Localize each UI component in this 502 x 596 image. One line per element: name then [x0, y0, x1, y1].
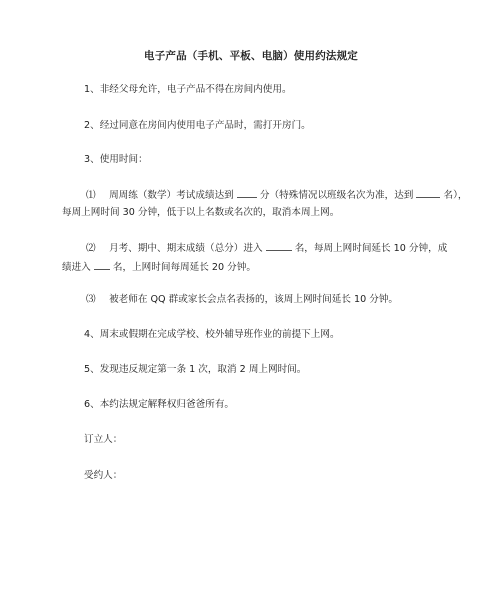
sub-1-text-b: 分（特殊情况以班级名次为准，达到 — [259, 190, 414, 201]
sub-2-text-a: 月考、期中、期末成绩（总分）进入 — [109, 243, 263, 254]
rule-3-heading: 3、使用时间： — [84, 154, 148, 165]
rule-3-sub-2-line-1 — [86, 240, 447, 256]
rule-3-sub-1-line-1 — [86, 187, 468, 203]
score-blank[interactable] — [237, 187, 257, 198]
sub-3-number: ⑶ — [86, 294, 96, 305]
sub-1-text-c: 名）， — [443, 190, 468, 201]
sub-1-text-a: 周周练（数学）考试成绩达到 — [109, 190, 234, 201]
total-rank-blank-1[interactable] — [266, 240, 292, 251]
sub-2-text-d: 名，上网时间每周延长 20 分钟。 — [112, 262, 256, 273]
signature-maker-label: 订立人： — [84, 434, 123, 445]
rule-3-sub-1-line-2: 每周上网时间 30 分钟，低于以上名数或名次的，取消本周上网。 — [62, 207, 340, 218]
rank-blank[interactable] — [416, 187, 440, 198]
sub-2-number: ⑵ — [86, 243, 96, 254]
rule-4: 4、周末或假期在完成学校、校外辅导班作业的前提下上网。 — [84, 329, 340, 340]
document-title: 电子产品（手机、平板、电脑）使用约法规定 — [144, 50, 358, 62]
total-rank-blank-2[interactable] — [94, 259, 110, 270]
sub-3-text: 被老师在 QQ 群或家长会点名表扬的，该周上网时间延长 10 分钟。 — [109, 294, 399, 305]
signature-bound-label: 受约人： — [84, 470, 123, 481]
sub-2-text-b: 名，每周上网时间延长 10 分钟，成 — [294, 243, 448, 254]
rule-2: 2、经过同意在房间内使用电子产品时，需打开房门。 — [84, 120, 311, 131]
rule-1: 1、非经父母允许，电子产品不得在房间内使用。 — [84, 84, 292, 95]
sub-2-text-c: 绩进入 — [62, 262, 91, 273]
rule-5: 5、发现违反规定第一条 1 次，取消 2 周上网时间。 — [84, 364, 307, 375]
rule-6: 6、本约法规定解释权归爸爸所有。 — [84, 399, 235, 410]
rule-3-sub-3 — [86, 293, 398, 307]
sub-1-number: ⑴ — [86, 190, 96, 201]
rule-3-sub-2-line-2 — [62, 259, 256, 275]
